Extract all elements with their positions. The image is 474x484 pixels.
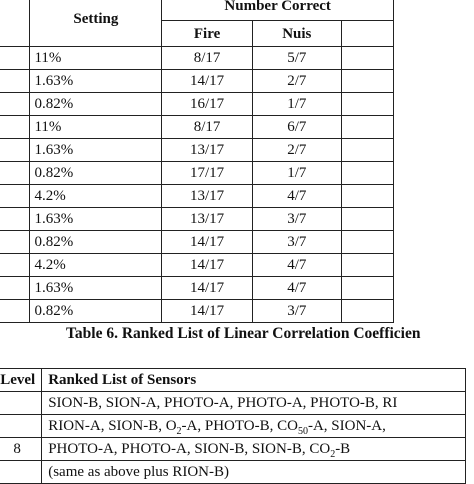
fire-cell: 14/17 (162, 300, 252, 323)
fire-cell: 13/17 (162, 208, 252, 231)
header-nuis: Nuis (252, 21, 341, 47)
fire-cell: 8/17 (162, 116, 252, 139)
nuis-cell: 2/7 (252, 70, 341, 93)
setting-cell: 4.2% (30, 185, 162, 208)
nuis-cell: 5/7 (252, 47, 341, 70)
setting-cell: 1.63% (30, 277, 162, 300)
fire-cell: 14/17 (162, 231, 252, 254)
sensor-cell (0, 231, 30, 254)
cropped-cell (341, 93, 393, 116)
fire-cell: 14/17 (162, 277, 252, 300)
nuis-cell: 3/7 (252, 208, 341, 231)
cropped-cell (341, 70, 393, 93)
header-level: Level (0, 369, 42, 392)
sensor-cell (0, 93, 30, 116)
nuis-cell: 4/7 (252, 277, 341, 300)
table-6-caption: Table 6. Ranked List of Linear Correlation Coefficien (66, 325, 421, 342)
subscript: 2 (176, 426, 182, 437)
table-row (0, 392, 466, 415)
sensor-cell (0, 254, 30, 277)
nuis-cell: 2/7 (252, 139, 341, 162)
setting-cell: 1.63% (30, 139, 162, 162)
fire-cell: 13/17 (162, 139, 252, 162)
table-row (0, 415, 466, 438)
level-cell (0, 415, 42, 438)
setting-cell: 0.82% (30, 162, 162, 185)
cropped-cell (341, 47, 393, 70)
ranked-list-cell: (same as above plus RION-B) (42, 461, 466, 484)
fire-cell: 16/17 (162, 93, 252, 116)
fire-cell: 14/17 (162, 70, 252, 93)
table-row (0, 162, 394, 185)
table-row (0, 254, 394, 277)
text-segment: PHOTO-A, PHOTO-A, SION-B, SION-B, CO (48, 441, 331, 457)
table-6-body (0, 392, 466, 484)
cropped-cell (341, 300, 393, 323)
table-row (0, 461, 466, 484)
ranked-list-cell (42, 438, 466, 461)
fire-cell: 13/17 (162, 185, 252, 208)
table-row (0, 277, 394, 300)
setting-cell: 11% (30, 116, 162, 139)
fire-cell: 17/17 (162, 162, 252, 185)
sensor-cell (0, 70, 30, 93)
table-6 (0, 368, 466, 484)
table-row (0, 139, 394, 162)
sensor-cell (0, 185, 30, 208)
setting-cell: 4.2% (30, 254, 162, 277)
setting-cell: 11% (30, 47, 162, 70)
header-fire: Fire (162, 21, 252, 47)
sensor-cell (0, 277, 30, 300)
text-segment: RION-A, SION-B, O (48, 418, 177, 434)
table-row (0, 93, 394, 116)
sensor-cell (0, 47, 30, 70)
sensor-cell (0, 116, 30, 139)
setting-cell: 0.82% (30, 93, 162, 116)
subscript: 2 (330, 449, 336, 460)
nuis-cell: 3/7 (252, 300, 341, 323)
fire-cell: 14/17 (162, 254, 252, 277)
cropped-cell (341, 277, 393, 300)
nuis-cell: 4/7 (252, 254, 341, 277)
nuis-cell: 6/7 (252, 116, 341, 139)
table-5-body (0, 47, 394, 323)
header-sensors (0, 0, 30, 47)
sensor-cell (0, 162, 30, 185)
setting-cell: 1.63% (30, 208, 162, 231)
header-number-correct: Number Correct (162, 0, 394, 21)
table-row (0, 231, 394, 254)
sensor-cell (0, 300, 30, 323)
header-setting: Setting (30, 0, 162, 47)
cropped-cell (341, 231, 393, 254)
cropped-cell (341, 208, 393, 231)
ranked-list-cell (42, 415, 466, 438)
cropped-cell (341, 116, 393, 139)
fire-cell: 8/17 (162, 47, 252, 70)
level-cell (0, 461, 42, 484)
nuis-cell: 1/7 (252, 162, 341, 185)
table-row (0, 70, 394, 93)
nuis-cell: 1/7 (252, 93, 341, 116)
cropped-cell (341, 139, 393, 162)
text-segment: -A, PHOTO-B, CO (181, 418, 298, 434)
sensor-cell (0, 139, 30, 162)
table-row (0, 300, 394, 323)
table-row (0, 116, 394, 139)
cropped-cell (341, 162, 393, 185)
cropped-cell (341, 185, 393, 208)
table-row (0, 438, 466, 461)
level-cell (0, 392, 42, 415)
table-row (0, 47, 394, 70)
setting-cell: 1.63% (30, 70, 162, 93)
text-segment: -A, SION-A, (307, 418, 386, 434)
level-cell: 8 (0, 438, 42, 461)
header-ranked-list: Ranked List of Sensors (42, 369, 466, 392)
table-row (0, 185, 394, 208)
text-segment: -B (335, 441, 351, 457)
header-cropped (341, 21, 393, 47)
table-row (0, 208, 394, 231)
nuis-cell: 4/7 (252, 185, 341, 208)
setting-cell: 0.82% (30, 300, 162, 323)
nuis-cell: 3/7 (252, 231, 341, 254)
cropped-cell (341, 254, 393, 277)
ranked-list-cell: SION-B, SION-A, PHOTO-A, PHOTO-A, PHOTO-B, RI (42, 392, 466, 415)
setting-cell: 0.82% (30, 231, 162, 254)
sensor-cell (0, 208, 30, 231)
subscript: 50 (297, 426, 308, 437)
